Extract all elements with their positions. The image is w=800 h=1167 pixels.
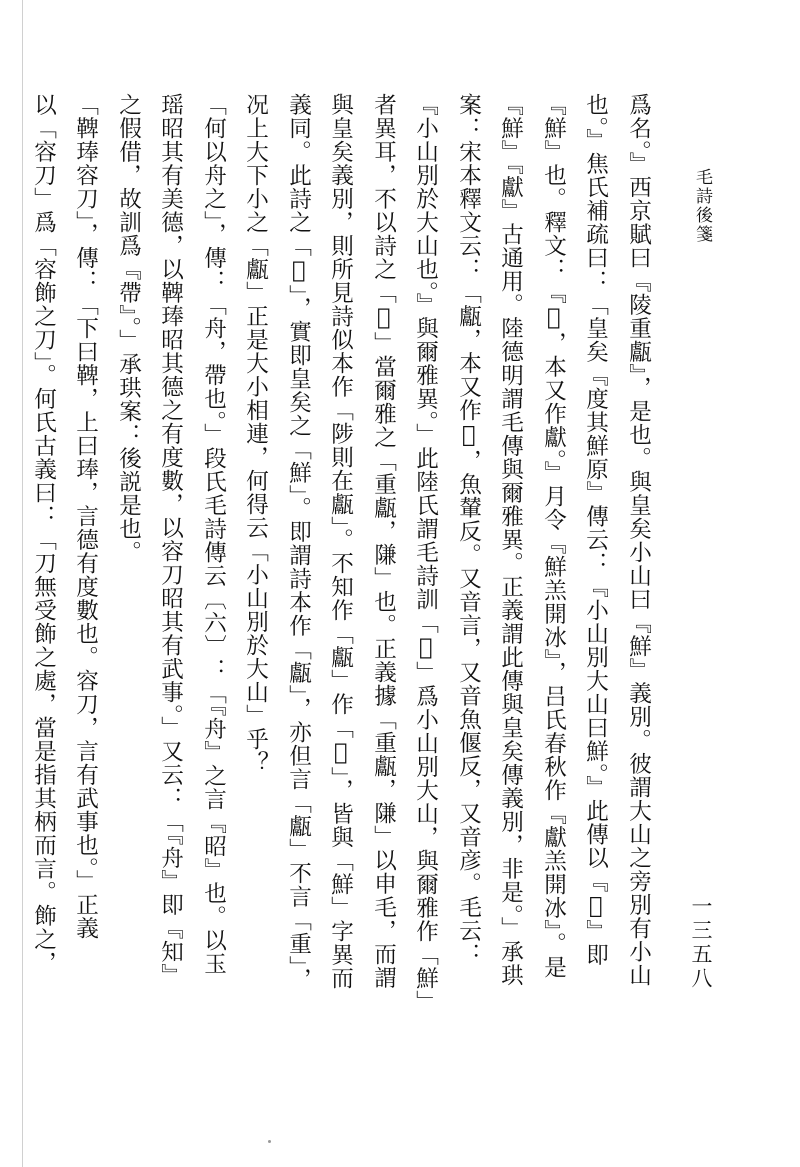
text-column: 也。』焦氏補疏曰：「皇矣『度其鮮原』傳云：『小山別大山曰鮮。』此傳以『𪉑』即 [582,93,609,967]
text-column: 之假借，故訓爲『帶』。」承珙案：後説是也。 [115,93,142,564]
text-column: 瑶昭其有美德，以鞞琫昭其德之有度數，以容刀昭其有武事。」又云：「『舟』即『知』 [157,93,184,987]
text-column: 『鮮』也。釋文：『𪉑，本又作獻。』月令『鮮羔開冰』，吕氏春秋作『獻羔開冰』。是 [540,93,567,979]
text-column: 與皇矣義別，則所見詩似本作「陟則在甗」。不知作「甗」作「𪉑」，皆與「鮮」字異而 [327,93,354,991]
text-column: 者異耳，不以詩之「𪉑」當爾雅之「重甗，隒」也。正義據「重甗，隒」以申毛，而謂 [370,93,397,990]
text-column: 爲名。』西京賦曰『陵重甗』，是也。與皇矣小山曰『鮮』義別。彼謂大山之旁別有小山 [625,93,652,987]
text-column: 義同。此詩之「𪉑」，實即皇矣之「鮮」。即謂詩本作「甗」，亦但言「甗」不言「重」， [285,93,312,992]
text-column: 『鮮』『獻』古通用。陸德明謂毛傳與爾雅異。正義謂此傳與皇矣傳義別，非是。」承珙 [497,93,524,987]
text-column: 况上大下小之「甗」正是大小相連，何得云「小山別於大山」乎？ [242,93,269,775]
scan-speck [268,1140,271,1143]
running-head-title: 毛詩後箋 [692,168,712,244]
text-column: 「何以舟之」，傳：「舟，帶也。」段氏毛詩傳云〔六〕：「『舟』之言『昭』也。以玉 [200,93,227,976]
text-column: 『小山別於大山也。』與爾雅異。」此陸氏謂毛詩訓「𪉑」爲小山別大山，與爾雅作「鮮」 [412,93,439,1014]
text-column: 以「容刀」爲「容飾之刀」。何氏古義曰：「刀無受飾之處，當是指其柄而言。飾之， [30,93,57,975]
text-column: 「鞞琫容刀」，傳：「下曰鞞，上曰琫，言德有度數也。容刀，言有武事也。」正義 [72,93,99,940]
page-edge-line [22,0,23,1167]
text-column: 案：宋本釋文云：「甗，本又作𪉑，魚輦反。又音言，又音魚偃反，又音彦。毛云： [455,93,482,966]
page-number: 一三五八 [689,895,713,991]
